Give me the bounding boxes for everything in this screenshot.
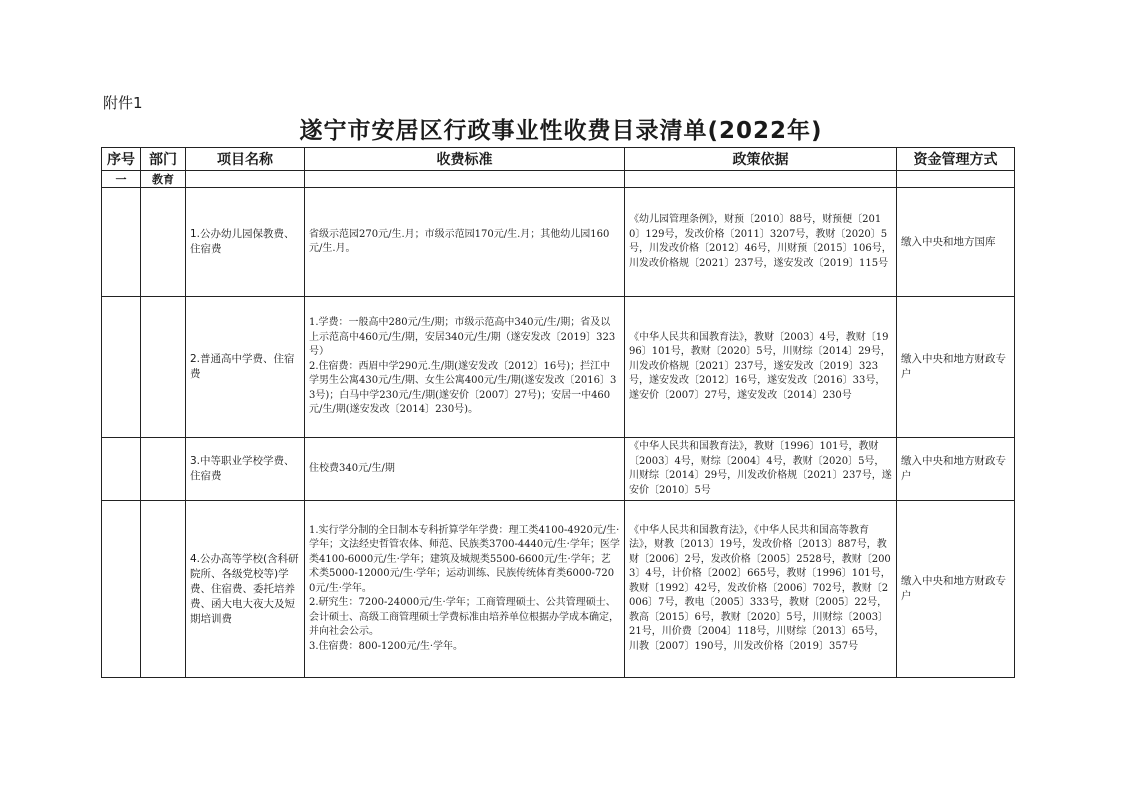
table-row <box>102 297 1015 438</box>
fee-standard-line: 省级示范园270元/生.月；市级示范园170元/生.月；其他幼儿园160元/生.月。 <box>309 228 610 254</box>
fee-standard <box>305 501 625 678</box>
table-row <box>102 438 1015 501</box>
section-row-education <box>102 171 1015 188</box>
col-header-policy-basis: 政策依据 <box>625 148 897 171</box>
col-header-dept: 部门 <box>141 148 186 171</box>
section-number: 一 <box>102 171 141 188</box>
fund-management: 缴入中央和地方财政专户 <box>897 438 1015 501</box>
fee-standard-line: 1.学费：一般高中280元/生/期；市级示范高中340元/生/期；省及以上示范高中460元/生/期，安居340元/生/期（遂安发改〔2019〕323号） <box>309 317 616 358</box>
fund-management: 缴入中央和地方国库 <box>897 188 1015 297</box>
fund-management: 缴入中央和地方财政专户 <box>897 501 1015 678</box>
fee-standard-line: 1.实行学分制的全日制本专科折算学年学费：理工类4100-4920元/生·学年；文法经史哲管农体、师范、民族类3700-4440元/生·学年；医学类4100-6000元/生·学年；建筑及城规类5500-6600元/生·学年；艺术类5000-12000元/生·学年；运动训练、民族传统体育类6000-7200元/生·学年。 <box>309 524 620 594</box>
col-header-no: 序号 <box>102 148 141 171</box>
fee-standard-line: 2.研究生：7200-24000元/生·学年；工商管理硕士、公共管理硕士、会计硕士、高级工商管理硕士学费标准由培养单位根据办学成本确定，并向社会公示。 <box>309 597 619 638</box>
fee-standard-line: 住校费340元/生/期 <box>309 462 395 474</box>
fee-catalog-table <box>101 147 1015 678</box>
col-header-fund-management: 资金管理方式 <box>897 148 1015 171</box>
fee-standard <box>305 188 625 297</box>
table-row <box>102 501 1015 678</box>
col-header-item-name: 项目名称 <box>186 148 305 171</box>
fee-standard <box>305 297 625 438</box>
table-row <box>102 188 1015 297</box>
policy-basis: 《幼儿园管理条例》，财预〔2010〕88号，财预便〔2010〕129号，发改价格〔2011〕3207号，教财〔2020〕5号，川发改价格〔2012〕46号，川财预〔2015〕106号，川发改价格规〔2021〕237号，遂安发改〔2019〕115号 <box>625 188 897 297</box>
page-title: 遂宁市安居区行政事业性收费目录清单(2022年) <box>299 118 823 144</box>
item-name: 1.公办幼儿园保教费、住宿费 <box>186 188 305 297</box>
attachment-label: 附件1 <box>103 94 143 112</box>
col-header-fee-standard: 收费标准 <box>305 148 625 171</box>
item-name: 3.中等职业学校学费、住宿费 <box>186 438 305 501</box>
item-name: 4.公办高等学校(含科研院所、各级党校等)学费、住宿费、委托培养费、函大电大夜大及短期培训费 <box>186 501 305 678</box>
item-name: 2.普通高中学费、住宿费 <box>186 297 305 438</box>
fund-management: 缴入中央和地方财政专户 <box>897 297 1015 438</box>
fee-standard-line: 2.住宿费：西眉中学290元.生/期(遂安发改〔2012〕16号)；拦江中学男生公寓430元/生/期、女生公寓400元/生/期(遂安发改〔2016〕33号)；白马中学230元/生/期(遂安价〔2007〕27号)；安居一中460元/生/期(遂安发改〔2014〕230号)。 <box>309 360 617 416</box>
fee-standard-line: 3.住宿费：800-1200元/生·学年。 <box>309 640 464 652</box>
section-department: 教育 <box>141 171 186 188</box>
policy-basis: 《中华人民共和国教育法》，《中华人民共和国高等教育法》，财教〔2013〕19号，发改价格〔2013〕887号，教财〔2006〕2号，发改价格〔2005〕2528号，教财〔2003〕4号，计价格〔2002〕665号，教财〔1996〕101号，教财〔1992〕42号，发改价格〔2006〕702号，教财〔2006〕7号，教电〔2005〕333号，教财〔2005〕22号，教高〔2015〕6号，教财〔2020〕5号，川财综〔2003〕21号，川价费〔2004〕118号，川财综〔2013〕65号，川教〔2007〕190号，川发改价格〔2019〕357号 <box>625 501 897 678</box>
table-header-row <box>102 148 1015 171</box>
fee-standard <box>305 438 625 501</box>
policy-basis: 《中华人民共和国教育法》，教财〔2003〕4号，教财〔1996〕101号，教财〔2020〕5号，川财综〔2014〕29号，川发改价格规〔2021〕237号，遂安发改〔2019〕323号，遂安发改〔2012〕16号，遂安发改〔2016〕33号，遂安价〔2007〕27号，遂安发改〔2014〕230号 <box>625 297 897 438</box>
policy-basis: 《中华人民共和国教育法》，教财〔1996〕101号，教财〔2003〕4号，财综〔2004〕4号，教财〔2020〕5号，川财综〔2014〕29号，川发改价格规〔2021〕237号，遂安价〔2010〕5号 <box>625 438 897 501</box>
